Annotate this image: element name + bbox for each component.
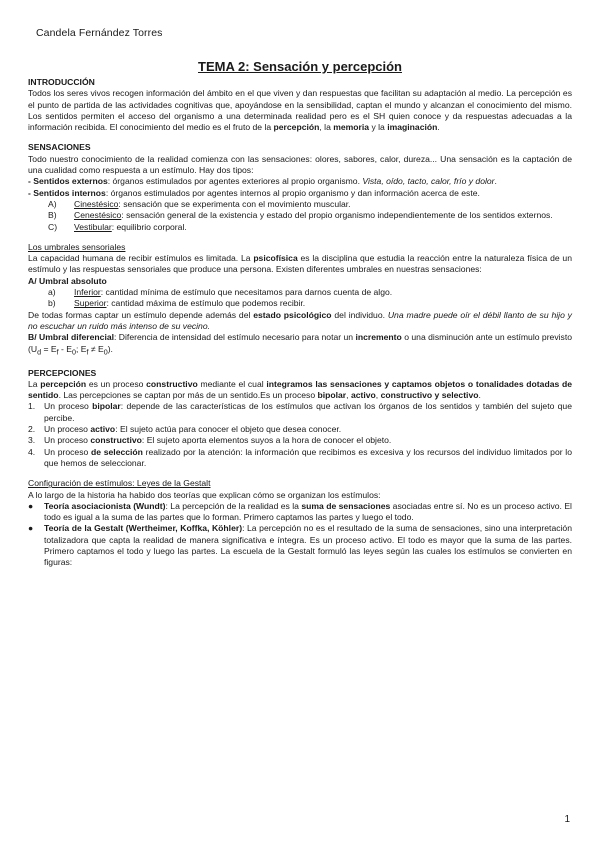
list-item: a) Inferior: cantidad mínima de estímulo que necesitamos para darnos cuenta de algo. (48, 287, 393, 298)
umbral-absoluto-label: A/ Umbral absoluto (28, 275, 107, 286)
list-item: B) Cenestésico: sensación general de la existencia y estado del propio organismo independientemente de los sentidos externos. (48, 210, 553, 221)
percepciones-list (28, 401, 572, 469)
section-heading-gestalt: Configuración de estímulos: Leyes de la Gestalt (28, 478, 211, 489)
sentidos-externos: - Sentidos externos: órganos estimulados por agentes exteriores al propio organismo. Vista, oído, tacto, calor, frío y dolor. (28, 176, 497, 187)
section-heading-sensaciones: SENSACIONES (28, 142, 91, 153)
page-title: TEMA 2: Sensación y percepción (198, 59, 402, 74)
list-item: 4. Un proceso de selección realizado por la atención: la información que recibimos es excesiva y los recursos del individuo limitados por lo que hemos de seleccionar. (28, 446, 573, 468)
list-item: ● Teoría de la Gestalt (Wertheimer, Koffka, Köhler): La percepción no es el resultado de la suma de sensaciones, sino una interpretación totalizadora que capta la realidad de manera significativa e íntegra. Es un proceso activo. El todo es mayor que la suma de las partes. Primero captamos el todo y luego las partes. La escuela de la Gestalt formuló las leyes según las cuales los estímulos se convierten en figuras: (28, 523, 572, 568)
list-item: C) Vestibular: equilibrio corporal. (48, 221, 187, 232)
document-body (28, 77, 572, 569)
umbral-absoluto-list (28, 287, 572, 310)
page-number: 1 (564, 814, 570, 825)
gestalt-paragraph: A lo largo de la historia ha habido dos teorías que explican cómo se organizan los estímulos: (28, 489, 381, 500)
section-heading-introduccion: INTRODUCCIÓN (28, 77, 95, 87)
gestalt-list (28, 501, 572, 569)
sentidos-internos-list (28, 199, 572, 233)
list-item: 2. Un proceso activo: El sujeto actúa para conocer el objeto que desea conocer. (28, 424, 342, 435)
umbral-diferencial-paragraph: B/ Umbral diferencial: Diferencia de intensidad del estímulo necesario para notar un incremento o una disminución ante un estímulo previsto ($U_d = E_f - E_0$; $E_f \ne E_0$). (28, 332, 573, 357)
percepciones-paragraph: La percepción es un proceso constructivo mediante el cual integramos las sensaciones y captamos objetos o tonalidades dotadas de sentido. Las percepciones se captan por más de un sentido.Es un proceso bipolar, activo, constructivo y selectivo. (28, 378, 572, 401)
umbral-psicologico-paragraph: De todas formas captar un estímulo depende además del estado psicológico del individuo. Una madre puede oír el débil llanto de su hijo y no escuchar un ruido más intenso de su vecino. (28, 309, 572, 331)
author-name: Candela Fernández Torres (36, 27, 163, 39)
intro-paragraph: Todos los seres vivos recogen información del ámbito en el que viven y dan respuestas que facilitan su adaptación al medio. La percepción es el punto de partida de las actividades cognitivas que, apoyándose en la sensibilidad, captan el mundo y alcanzan el conocimiento del mismo. Los sentidos permiten el acceso del organismo a una determinada realidad pero es el SH quien conoce y da respuestas adecuadas a la información recibida. El conocimiento del medio es el fruto de la percepción, la memoria y la imaginación. (28, 88, 572, 133)
umbrales-paragraph: La capacidad humana de recibir estímulos es limitada. La psicofísica es la disciplina que estudia la reacción entre la naturaleza física de un estímulo y las respuestas sensoriales que produce una persona. Existen diferentes umbrales en nuestras sensaciones: (28, 253, 572, 275)
list-item: A) Cinestésico: sensación que se experimenta con el movimiento muscular. (48, 198, 351, 209)
list-item: 3. Un proceso constructivo: El sujeto aporta elementos suyos a la hora de conocer el objeto. (28, 435, 392, 446)
list-item: ● Teoría asociacionista (Wundt): La percepción de la realidad es la suma de sensaciones asociadas entre sí. No es un proceso activo. El todo es igual a la suma de las partes que lo forman. Primero captamos las partes y luego el todo. (28, 500, 572, 523)
list-item: b) Superior: cantidad máxima de estímulo que podemos recibir. (48, 298, 306, 309)
list-item: 1. Un proceso bipolar: depende de las características de los estímulos que activan los órganos de los sentidos y también del sujeto que percibe. (28, 401, 572, 423)
sentidos-internos: - Sentidos internos: órganos estimulados por agentes internos al propio organismo y dan información acerca de este. (28, 187, 480, 198)
section-heading-percepciones: PERCEPCIONES (28, 367, 97, 378)
section-heading-umbrales: Los umbrales sensoriales (28, 241, 126, 252)
sensaciones-paragraph: Todo nuestro conocimiento de la realidad comienza con las sensaciones: olores, sabores, calor, dureza... Una sensación es la captación de una cualidad como respuesta a un estímulo. Hay dos tipos: (28, 153, 572, 176)
